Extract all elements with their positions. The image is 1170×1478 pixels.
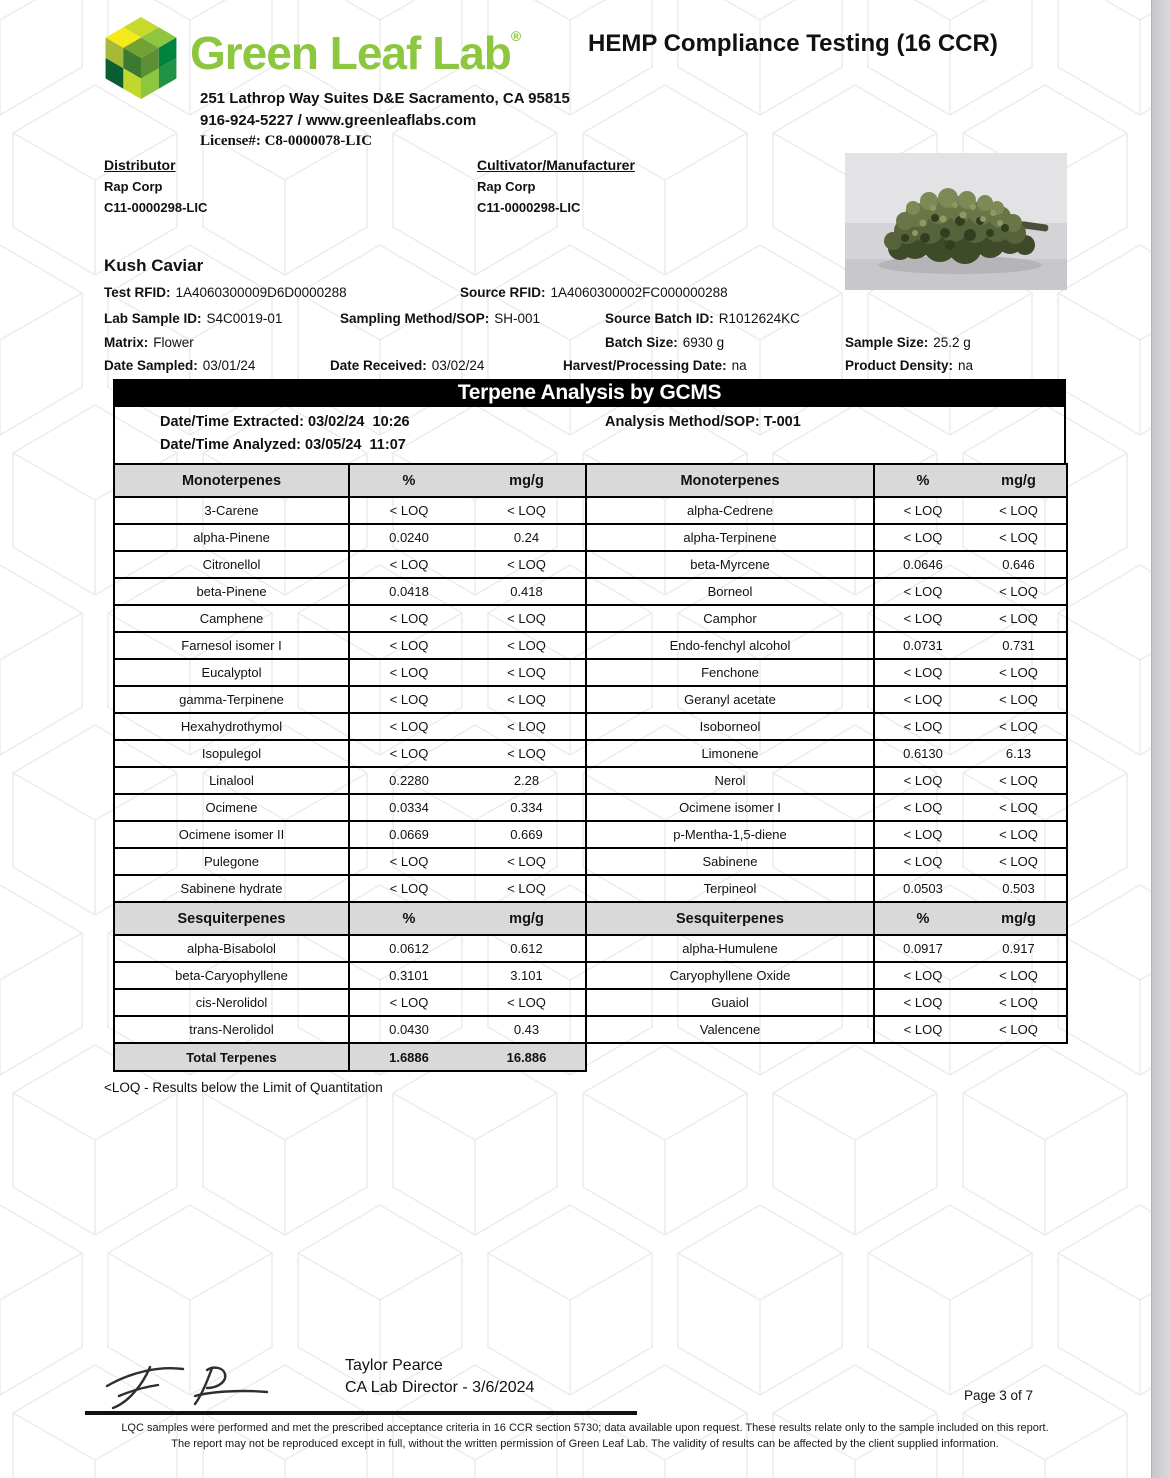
harvest-date (563, 358, 747, 373)
disclaimer-line-1: LQC samples were performed and met the prescribed acceptance criteria in 16 CCR section 5730; data available upon request. These results relate only to the sample included on this report. (121, 1422, 1049, 1434)
product-density-label: Product Density: (845, 358, 954, 373)
analyte-mgg: 2.28 (468, 767, 586, 794)
analyte-name: Farnesol isomer I (114, 632, 349, 659)
col-header-sesquiterpenes: Sesquiterpenes (114, 902, 349, 935)
analyte-pct: 0.3101 (349, 962, 468, 989)
sampling-method-label: Sampling Method/SOP: (340, 311, 490, 326)
analyte-mgg: < LOQ (468, 740, 586, 767)
analyte-pct: < LOQ (874, 524, 971, 551)
analyte-name: cis-Nerolidol (114, 989, 349, 1016)
analyte-name: Endo-fenchyl alcohol (586, 632, 874, 659)
date-sampled (104, 358, 255, 373)
analyte-name: alpha-Cedrene (586, 497, 874, 524)
analyte-name: Guaiol (586, 989, 874, 1016)
lab-sample-id-label: Lab Sample ID: (104, 311, 202, 326)
source-batch-id (605, 311, 800, 326)
page-number: Page 3 of 7 (964, 1388, 1034, 1403)
method-label: Analysis Method/SOP: (605, 414, 760, 430)
analyte-mgg: 6.13 (971, 740, 1067, 767)
distributor-license: C11-0000298-LIC (104, 200, 208, 215)
distributor-block (104, 157, 207, 215)
table-row (114, 962, 1067, 989)
analyte-pct: 0.0240 (349, 524, 468, 551)
analyte-pct: < LOQ (874, 497, 971, 524)
analyte-mgg: < LOQ (468, 632, 586, 659)
analyte-pct: < LOQ (349, 551, 468, 578)
analyte-mgg: < LOQ (971, 1016, 1067, 1043)
analyte-name: 3-Carene (114, 497, 349, 524)
table-row (114, 740, 1067, 767)
col-header-pct: % (349, 464, 468, 497)
table-row (114, 713, 1067, 740)
analyte-name: Limonene (586, 740, 874, 767)
brand-text: Green Leaf Lab (190, 27, 511, 79)
analyte-mgg: 0.334 (468, 794, 586, 821)
analyte-mgg: < LOQ (971, 578, 1067, 605)
analyte-pct: 0.2280 (349, 767, 468, 794)
analyte-pct: 0.0334 (349, 794, 468, 821)
date-received (330, 358, 484, 373)
analyte-mgg: 0.503 (971, 875, 1067, 902)
analyte-mgg: < LOQ (971, 605, 1067, 632)
analyte-mgg: 0.418 (468, 578, 586, 605)
datetime-analyzed (160, 437, 1064, 453)
analyte-pct: 0.0917 (874, 935, 971, 962)
source-rfid (460, 285, 728, 300)
analyte-pct: < LOQ (874, 713, 971, 740)
analyte-mgg: < LOQ (468, 686, 586, 713)
analyte-pct: < LOQ (349, 659, 468, 686)
col-header-mgg: mg/g (971, 464, 1067, 497)
extracted-label: Date/Time Extracted: (160, 414, 304, 430)
analyzed-value: 03/05/24 11:07 (305, 437, 406, 453)
analyte-mgg: < LOQ (468, 497, 586, 524)
analyte-name: Sabinene hydrate (114, 875, 349, 902)
analyte-mgg: 0.646 (971, 551, 1067, 578)
analyte-pct: < LOQ (349, 686, 468, 713)
date-sampled-value: 03/01/24 (202, 358, 256, 373)
analyte-name: p-Mentha-1,5-diene (586, 821, 874, 848)
analyte-name: Nerol (586, 767, 874, 794)
terpene-section (113, 379, 1066, 1072)
analyte-pct: < LOQ (349, 713, 468, 740)
analyte-mgg: < LOQ (468, 989, 586, 1016)
source-rfid-label: Source RFID: (460, 285, 546, 300)
table-row (114, 767, 1067, 794)
analyte-mgg: 0.669 (468, 821, 586, 848)
table-row (114, 605, 1067, 632)
matrix (104, 335, 194, 350)
col-header-pct: % (874, 902, 971, 935)
col-header-mgg: mg/g (468, 464, 586, 497)
analyte-pct: < LOQ (874, 821, 971, 848)
sampling-method-value: SH-001 (494, 311, 541, 326)
analyte-name: Borneol (586, 578, 874, 605)
table-row (114, 659, 1067, 686)
terpene-banner: Terpene Analysis by GCMS (113, 379, 1066, 407)
brand-wordmark (190, 26, 520, 80)
analyte-mgg: < LOQ (971, 686, 1067, 713)
analyte-mgg: < LOQ (468, 875, 586, 902)
analyte-name: Sabinene (586, 848, 874, 875)
analyte-mgg: 3.101 (468, 962, 586, 989)
signer-block (345, 1355, 534, 1399)
sample-photo (845, 153, 1067, 290)
source-batch-value: R1012624KC (718, 311, 800, 326)
total-terpenes-mgg: 16.886 (468, 1043, 586, 1071)
analyte-pct: 0.0503 (874, 875, 971, 902)
analyte-pct: < LOQ (874, 686, 971, 713)
table-row (114, 524, 1067, 551)
col-header-pct: % (349, 902, 468, 935)
batch-size-label: Batch Size: (605, 335, 678, 350)
analyte-name: Hexahydrothymol (114, 713, 349, 740)
lab-sample-id-value: S4C0019-01 (206, 311, 283, 326)
analyte-pct: < LOQ (874, 767, 971, 794)
analyte-pct: < LOQ (349, 989, 468, 1016)
analyte-pct: < LOQ (874, 989, 971, 1016)
cultivator-license: C11-0000298-LIC (477, 200, 581, 215)
footer-rule (85, 1411, 637, 1415)
analyte-name: Linalool (114, 767, 349, 794)
analyzed-label: Date/Time Analyzed: (160, 437, 302, 453)
analyte-name: Ocimene isomer I (586, 794, 874, 821)
analyte-name: Geranyl acetate (586, 686, 874, 713)
test-rfid-label: Test RFID: (104, 285, 171, 300)
analyte-mgg: 0.24 (468, 524, 586, 551)
analyte-name: alpha-Humulene (586, 935, 874, 962)
analyte-name: gamma-Terpinene (114, 686, 349, 713)
source-rfid-value: 1A4060300002FC000000288 (550, 285, 728, 300)
mono-header-row (114, 464, 1067, 497)
sample-size-label: Sample Size: (845, 335, 929, 350)
lab-sample-id (104, 311, 282, 326)
lab-license: License#: C8-0000078-LIC (200, 133, 373, 149)
analyte-mgg: < LOQ (468, 605, 586, 632)
batch-size (605, 335, 724, 350)
analyte-name: Valencene (586, 1016, 874, 1043)
date-sampled-label: Date Sampled: (104, 358, 198, 373)
sample-size-value: 25.2 g (933, 335, 971, 350)
analyte-name: Fenchone (586, 659, 874, 686)
analyte-name: trans-Nerolidol (114, 1016, 349, 1043)
analyte-name: Eucalyptol (114, 659, 349, 686)
analyte-pct: 0.0669 (349, 821, 468, 848)
loq-footnote: <LOQ - Results below the Limit of Quantitation (104, 1080, 383, 1095)
analyte-name: Pulegone (114, 848, 349, 875)
analyte-name: Caryophyllene Oxide (586, 962, 874, 989)
distributor-name: Rap Corp (104, 179, 163, 194)
analyte-pct: < LOQ (349, 740, 468, 767)
analyte-mgg: < LOQ (971, 659, 1067, 686)
page-edge-strip (1151, 0, 1170, 1478)
table-row (114, 497, 1067, 524)
method-value: T-001 (763, 414, 801, 430)
analyte-pct: < LOQ (874, 794, 971, 821)
cultivator-block (477, 157, 635, 215)
analyte-name: Terpineol (586, 875, 874, 902)
col-header-monoterpenes: Monoterpenes (114, 464, 349, 497)
signer-role-date: CA Lab Director - 3/6/2024 (345, 1379, 535, 1396)
analyte-mgg: 0.43 (468, 1016, 586, 1043)
total-terpenes-label: Total Terpenes (114, 1043, 349, 1071)
analyte-mgg: < LOQ (971, 497, 1067, 524)
table-row (114, 794, 1067, 821)
batch-size-value: 6930 g (682, 335, 725, 350)
analyte-pct: < LOQ (349, 605, 468, 632)
test-rfid (104, 285, 347, 300)
table-row (114, 578, 1067, 605)
extracted-value: 03/02/24 10:26 (308, 414, 410, 430)
harvest-date-value: na (731, 358, 747, 373)
lab-address: 251 Lathrop Way Suites D&E Sacramento, CA 95815 (200, 90, 570, 107)
matrix-label: Matrix: (104, 335, 149, 350)
analyte-pct: < LOQ (874, 605, 971, 632)
sampling-method (340, 311, 540, 326)
analyte-pct: 0.0646 (874, 551, 971, 578)
harvest-date-label: Harvest/Processing Date: (563, 358, 727, 373)
analyte-mgg: < LOQ (971, 767, 1067, 794)
analyte-name: alpha-Pinene (114, 524, 349, 551)
product-density-value: na (958, 358, 974, 373)
sesq-header-row (114, 902, 1067, 935)
greenleaf-logo-icon (98, 16, 184, 100)
table-row (114, 935, 1067, 962)
analyte-pct: < LOQ (874, 848, 971, 875)
registered-mark: ® (510, 28, 521, 44)
analyte-mgg: < LOQ (971, 962, 1067, 989)
distributor-heading: Distributor (104, 157, 176, 173)
analyte-name: beta-Pinene (114, 578, 349, 605)
cultivator-heading: Cultivator/Manufacturer (477, 157, 635, 173)
analyte-name: alpha-Terpinene (586, 524, 874, 551)
analyte-mgg: < LOQ (468, 551, 586, 578)
col-header-pct: % (874, 464, 971, 497)
table-row (114, 551, 1067, 578)
col-header-monoterpenes: Monoterpenes (586, 464, 874, 497)
analyte-mgg: < LOQ (971, 713, 1067, 740)
analyte-name: Camphene (114, 605, 349, 632)
analyte-mgg: < LOQ (468, 713, 586, 740)
total-terpenes-pct: 1.6886 (349, 1043, 468, 1071)
analyte-pct: < LOQ (874, 1016, 971, 1043)
analyte-name: beta-Caryophyllene (114, 962, 349, 989)
analyte-pct: < LOQ (349, 632, 468, 659)
analyte-name: Ocimene (114, 794, 349, 821)
analyte-pct: < LOQ (349, 875, 468, 902)
analyte-pct: 0.0731 (874, 632, 971, 659)
total-terpenes-row (114, 1043, 1067, 1071)
analyte-mgg: < LOQ (971, 821, 1067, 848)
analyte-mgg: 0.731 (971, 632, 1067, 659)
footer-disclaimer (60, 1421, 1110, 1452)
analyte-mgg: < LOQ (971, 848, 1067, 875)
analyte-pct: 0.0418 (349, 578, 468, 605)
table-row (114, 1016, 1067, 1043)
analyte-pct: 0.6130 (874, 740, 971, 767)
analyte-name: Isoborneol (586, 713, 874, 740)
analysis-method (605, 414, 801, 430)
table-row (114, 989, 1067, 1016)
col-header-mgg: mg/g (971, 902, 1067, 935)
report-title: HEMP Compliance Testing (16 CCR) (588, 30, 998, 57)
product-name: Kush Caviar (104, 256, 204, 275)
signer-name: Taylor Pearce (345, 1357, 443, 1374)
disclaimer-line-2: The report may not be reproduced except in full, without the written permission of Green Leaf Lab. The validity of results can be affected by the client supplied information. (171, 1437, 999, 1450)
matrix-value: Flower (153, 335, 194, 350)
date-received-value: 03/02/24 (431, 358, 485, 373)
test-rfid-value: 1A4060300009D6D0000288 (175, 285, 347, 300)
analyte-mgg: 0.612 (468, 935, 586, 962)
table-row (114, 686, 1067, 713)
analysis-datetime-block (113, 407, 1066, 463)
analyte-name: alpha-Bisabolol (114, 935, 349, 962)
analyte-mgg: 0.917 (971, 935, 1067, 962)
sample-size (845, 335, 971, 350)
col-header-sesquiterpenes: Sesquiterpenes (586, 902, 874, 935)
analyte-mgg: < LOQ (468, 659, 586, 686)
table-row (114, 875, 1067, 902)
analyte-name: Camphor (586, 605, 874, 632)
empty-cell (586, 1043, 1067, 1071)
lab-phone-website: 916-924-5227 / www.greenleaflabs.com (200, 112, 477, 129)
analyte-pct: < LOQ (874, 578, 971, 605)
analyte-name: beta-Myrcene (586, 551, 874, 578)
terpene-table (113, 463, 1068, 1072)
table-row (114, 848, 1067, 875)
analyte-mgg: < LOQ (468, 848, 586, 875)
cultivator-name: Rap Corp (477, 179, 536, 194)
table-row (114, 632, 1067, 659)
col-header-mgg: mg/g (468, 902, 586, 935)
signature-icon (95, 1346, 355, 1410)
analyte-pct: < LOQ (349, 848, 468, 875)
analyte-name: Isopulegol (114, 740, 349, 767)
analyte-name: Ocimene isomer II (114, 821, 349, 848)
analyte-pct: 0.0430 (349, 1016, 468, 1043)
product-density (845, 358, 973, 373)
analyte-pct: 0.0612 (349, 935, 468, 962)
analyte-mgg: < LOQ (971, 794, 1067, 821)
analyte-mgg: < LOQ (971, 989, 1067, 1016)
source-batch-label: Source Batch ID: (605, 311, 714, 326)
analyte-pct: < LOQ (874, 659, 971, 686)
analyte-name: Citronellol (114, 551, 349, 578)
analyte-pct: < LOQ (874, 962, 971, 989)
analyte-mgg: < LOQ (971, 524, 1067, 551)
analyte-pct: < LOQ (349, 497, 468, 524)
table-row (114, 821, 1067, 848)
date-received-label: Date Received: (330, 358, 427, 373)
